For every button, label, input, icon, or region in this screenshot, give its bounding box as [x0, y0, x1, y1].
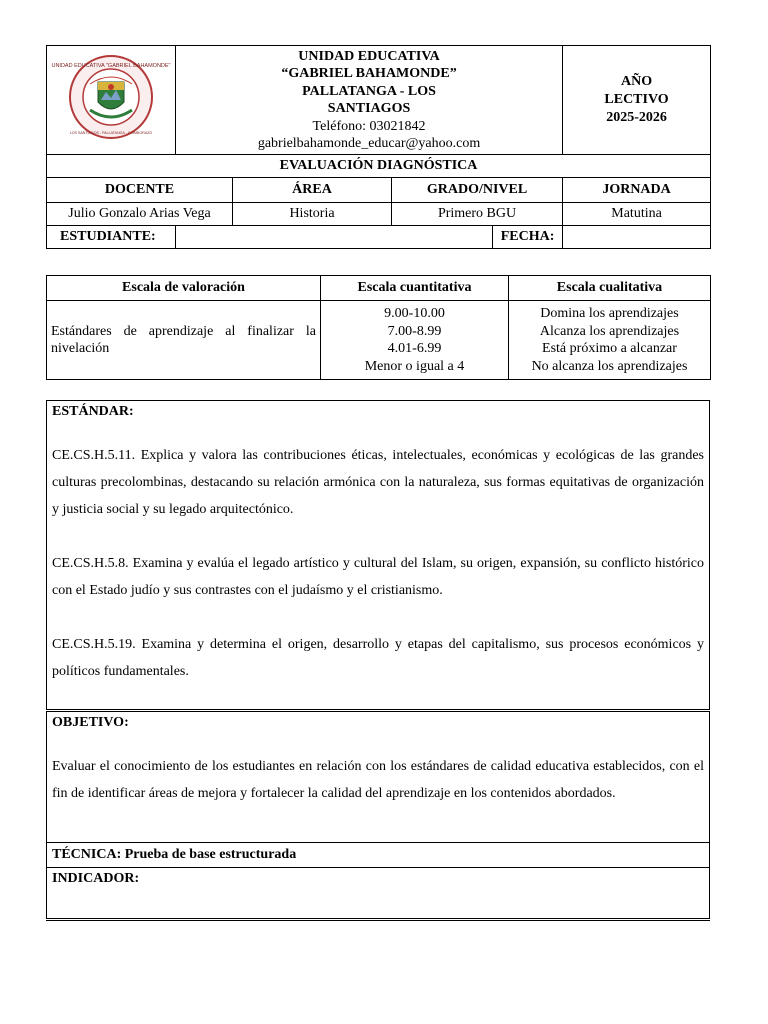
- header-table: [46, 45, 711, 249]
- scale-description: Estándares de aprendizaje al finalizar la nivelación: [47, 301, 321, 380]
- objective-title: OBJETIVO:: [52, 715, 129, 730]
- date-field[interactable]: [563, 226, 711, 249]
- grade-value: Primero BGU: [392, 203, 563, 226]
- date-label: FECHA:: [493, 226, 563, 249]
- area-value: Historia: [233, 203, 392, 226]
- year-line1: AÑO: [620, 74, 653, 89]
- school-year: [563, 46, 711, 155]
- scale-header-cualitativa: Escala cualitativa: [509, 276, 711, 301]
- scale-header-cuantitativa: Escala cuantitativa: [321, 276, 509, 301]
- qualitative-scale: [509, 301, 711, 380]
- school-name-line4: SANTIAGOS: [327, 101, 411, 116]
- grading-scale-table: [46, 275, 711, 380]
- student-field[interactable]: [176, 226, 493, 249]
- qualitative-item: Domina los aprendizajes: [540, 306, 679, 321]
- school-name-line2: “GABRIEL BAHAMONDE”: [281, 66, 457, 81]
- standards-section: [47, 401, 710, 711]
- logo-text-bottom: LOS SANTIAGOS - PALLATANGA - CHIMBORAZO: [69, 131, 153, 135]
- technique-section: TÉCNICA: Prueba de base estructurada: [47, 843, 710, 868]
- school-name-line3: PALLATANGA - LOS: [302, 83, 436, 99]
- quantitative-scale: [321, 301, 509, 380]
- shift-value: Matutina: [563, 203, 711, 226]
- scale-header-valoracion: Escala de valoración: [47, 276, 321, 301]
- quantitative-item: Menor o igual a 4: [364, 358, 465, 374]
- student-label: ESTUDIANTE:: [47, 226, 176, 249]
- col-header-jornada: JORNADA: [563, 178, 711, 203]
- indicator-section: [47, 868, 710, 920]
- col-header-grado: GRADO/NIVEL: [392, 178, 563, 203]
- teacher-value: Julio Gonzalo Arias Vega: [47, 203, 233, 226]
- qualitative-item: Está próximo a alcanzar: [542, 341, 677, 356]
- school-logo: [51, 54, 171, 140]
- year-line3: 2025-2026: [606, 110, 667, 125]
- school-email: gabrielbahamonde_educar@yahoo.com: [257, 136, 481, 151]
- year-line2: LECTIVO: [604, 92, 669, 107]
- school-logo-cell: [47, 46, 176, 155]
- school-name-line1: UNIDAD EDUCATIVA: [298, 48, 440, 64]
- standards-title: ESTÁNDAR:: [52, 404, 134, 419]
- col-header-docente: DOCENTE: [47, 178, 233, 203]
- objective-text: Evaluar el conocimiento de los estudiantes en relación con los estándares de calidad educativa establecidos, con el fin de identificar áreas de mejora y fortalecer la calidad del aprendizaje en los contenidos abordados.: [52, 759, 704, 801]
- indicator-title: INDICADOR:: [52, 871, 140, 886]
- quantitative-item: 7.00-8.99: [387, 323, 442, 339]
- quantitative-item: 9.00-10.00: [384, 306, 445, 321]
- school-phone: Teléfono: 03021842: [312, 118, 426, 134]
- standard-item: CE.CS.H.5.19. Examina y determina el origen, desarrollo y etapas del capitalismo, sus procesos económicos y políticos fundamentales.: [52, 637, 704, 679]
- qualitative-item: Alcanza los aprendizajes: [539, 323, 680, 339]
- standard-item: CE.CS.H.5.11. Explica y valora las contribuciones éticas, intelectuales, económicas y ecológicas de las grandes culturas precolombinas, destacando su relación armónica con la naturaleza, sus formas equitativas de organización y justicia social y su legado arquitectónico.: [52, 448, 704, 517]
- evaluation-title: EVALUACIÓN DIAGNÓSTICA: [47, 155, 711, 178]
- institution-info: [176, 46, 563, 155]
- col-header-area: ÁREA: [233, 178, 392, 203]
- evaluation-details-table: [46, 400, 710, 921]
- logo-text-top: UNIDAD EDUCATIVA "GABRIEL BAHAMONDE": [51, 63, 171, 69]
- qualitative-item: No alcanza los aprendizajes: [531, 358, 688, 374]
- quantitative-item: 4.01-6.99: [387, 341, 442, 356]
- standard-item: CE.CS.H.5.8. Examina y evalúa el legado artístico y cultural del Islam, su origen, expansión, su conflicto histórico con el Estado judío y sus contrastes con el judaísmo y el cristianismo.: [52, 556, 704, 598]
- objective-section: [47, 711, 710, 843]
